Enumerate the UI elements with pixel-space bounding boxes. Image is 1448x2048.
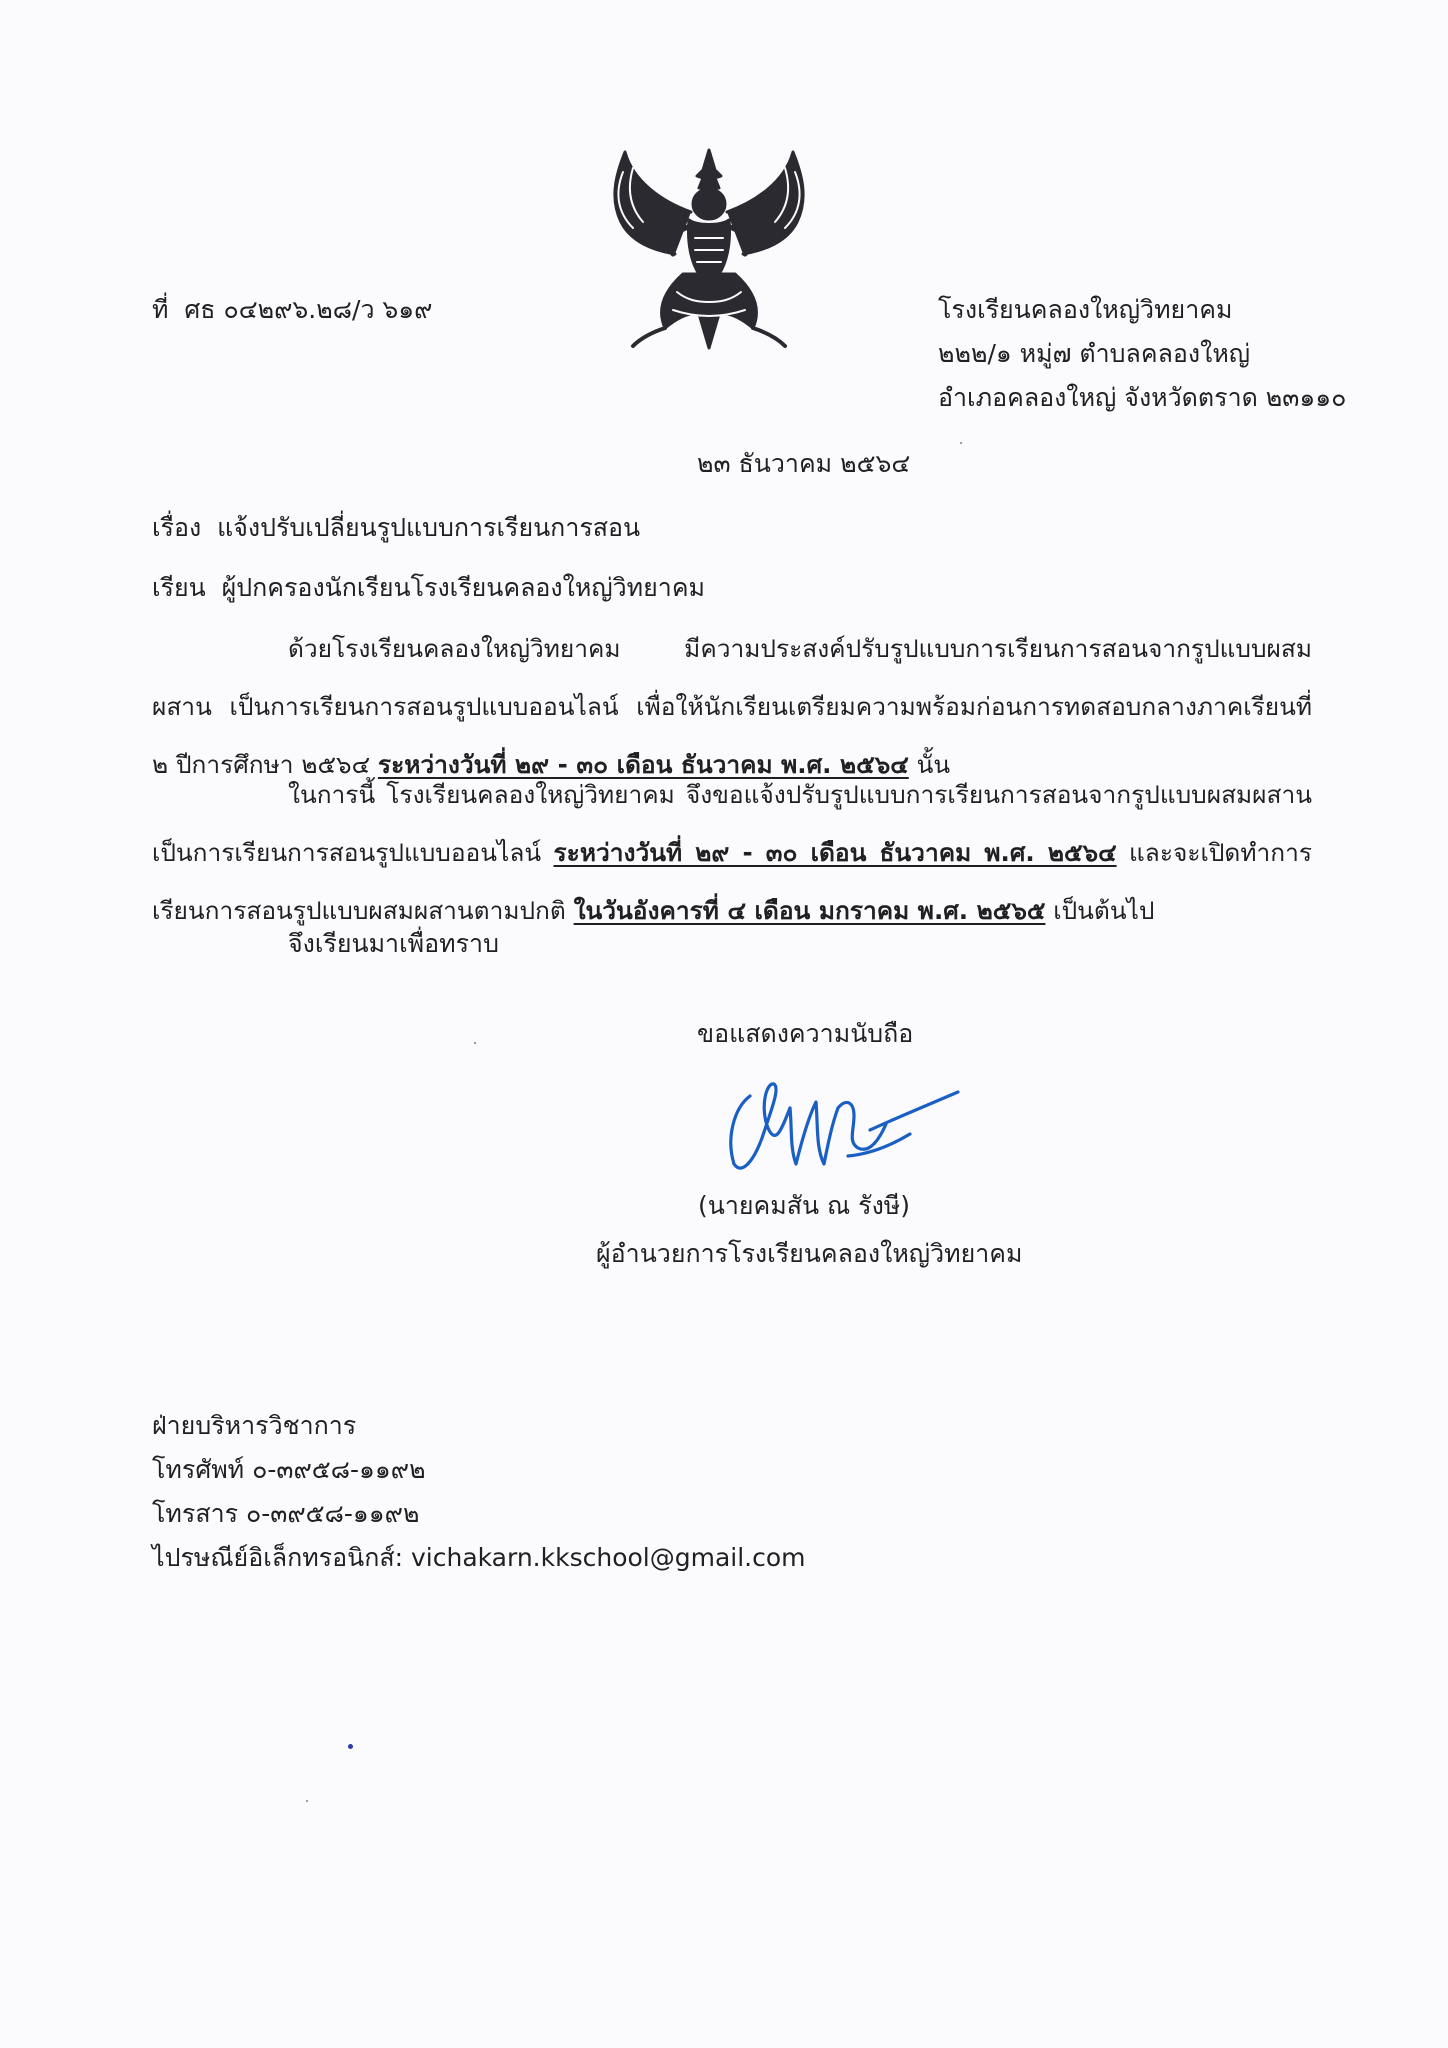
signature-scribble xyxy=(720,1068,970,1178)
paragraph-2-text-3: เป็นต้นไป xyxy=(1053,896,1155,925)
contact-phone: โทรศัพท์ ๐-๓๙๕๘-๑๑๙๒ xyxy=(152,1455,426,1484)
body-paragraph-2 xyxy=(152,766,1312,940)
recipient-label: เรียน xyxy=(152,573,206,602)
paper-speck xyxy=(960,442,962,444)
recipient-text: ผู้ปกครองนักเรียนโรงเรียนคลองใหญ่วิทยาคม xyxy=(221,573,706,602)
contact-email: ไปรษณีย์อิเล็กทรอนิกส์: vichakarn.kkschool@gmail.com xyxy=(152,1543,806,1572)
paragraph-2-bold-1: ระหว่างวันที่ ๒๙ - ๓๐ เดือน ธันวาคม พ.ศ. ๒๕๖๔ xyxy=(553,838,1117,867)
signer-title: ผู้อำนวยการโรงเรียนคลองใหญ่วิทยาคม xyxy=(596,1239,1023,1268)
paragraph-1-text-1: ด้วยโรงเรียนคลองใหญ่วิทยาคม มีความประสงค์ปรับรูปแบบการเรียนการสอนจากรูปแบบผสมผสาน เป็นการเรียนการสอนรูปแบบออนไลน์ เพื่อให้นักเรียนเตรียมความพร้อมก่อนการทดสอบกลางภาคเรียนที่ ๒ ปีการศึกษา ๒๕๖๔ xyxy=(152,634,1312,779)
paragraph-1-text-2: นั้น xyxy=(916,750,951,779)
paragraph-2-bold-2: ในวันอังคารที่ ๔ เดือน มกราคม พ.ศ. ๒๕๖๕ xyxy=(573,896,1046,925)
subject-text: แจ้งปรับเปลี่ยนรูปแบบการเรียนการสอน xyxy=(217,513,641,542)
sender-address-1: ๒๒๒/๑ หมู่๗ ตำบลคลองใหญ่ xyxy=(938,339,1251,368)
regards-line: ขอแสดงความนับถือ xyxy=(697,1019,914,1048)
subject-label: เรื่อง xyxy=(152,513,202,542)
garuda-emblem-icon xyxy=(603,142,815,356)
reference-number: ศธ ๐๔๒๙๖.๒๘/ว ๖๑๙ xyxy=(184,295,433,324)
paragraph-1-bold-1: ระหว่างวันที่ ๒๙ - ๓๐ เดือน ธันวาคม พ.ศ. ๒๕๖๔ xyxy=(377,750,909,779)
reference-label: ที่ xyxy=(152,295,169,324)
reference-line xyxy=(152,288,432,332)
closing-line: จึงเรียนมาเพื่อทราบ xyxy=(288,929,499,958)
subject-line xyxy=(152,506,640,550)
paper-speck xyxy=(474,1042,476,1044)
paragraph-2-text-1: ในการนี้ โรงเรียนคลองใหญ่วิทยาคม จึงขอแจ้งปรับรูปแบบการเรียนการสอนจากรูปแบบผสมผสาน เป็นการเรียนการสอนรูปแบบออนไลน์ xyxy=(152,780,1312,867)
sender-name: โรงเรียนคลองใหญ่วิทยาคม xyxy=(938,295,1233,324)
contact-fax: โทรสาร ๐-๓๙๕๘-๑๑๙๒ xyxy=(152,1499,420,1528)
letter-date: ๒๓ ธันวาคม ๒๕๖๔ xyxy=(697,449,911,478)
paragraph-2-text-2: และจะเปิดทำการเรียนการสอนรูปแบบผสมผสานตามปกติ xyxy=(152,838,1312,925)
recipient-line xyxy=(152,566,705,610)
sender-address-2: อำเภอคลองใหญ่ จังหวัดตราด ๒๓๑๑๐ xyxy=(938,383,1347,412)
paper-speck xyxy=(348,1744,353,1749)
signer-name: (นายคมสัน ณ รังษี) xyxy=(698,1191,911,1220)
paper-speck xyxy=(306,1800,308,1802)
contact-department: ฝ่ายบริหารวิชาการ xyxy=(152,1411,357,1440)
